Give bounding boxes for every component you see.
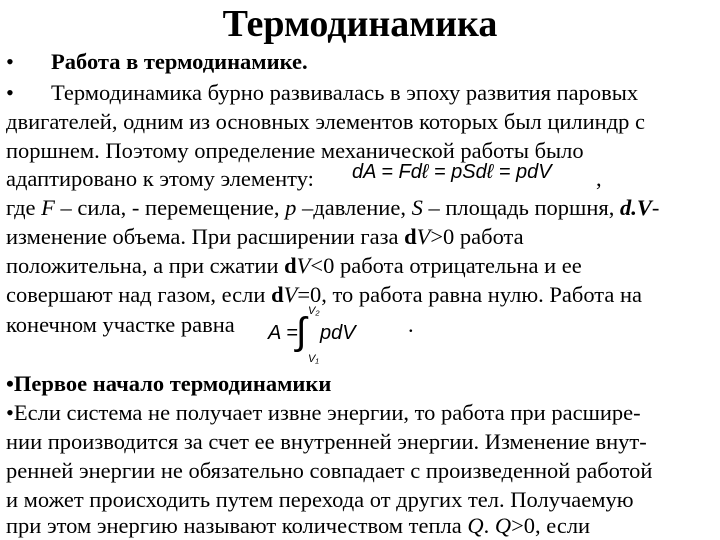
text: <0 работа отрицательна и ее — [310, 253, 582, 278]
var-d: d — [404, 224, 417, 249]
var-V: V — [296, 253, 311, 278]
text: – площадь поршня, — [422, 195, 620, 220]
text: =0, то работа равна нулю. Работа на — [297, 282, 643, 307]
var-d: d — [271, 282, 284, 307]
section2-heading-text: Первое начало термодинамики — [13, 371, 332, 396]
text: совершают над газом, если — [6, 282, 272, 307]
section1-line1-text: Термодинамика бурно развивалась в эпоху развития паровых — [51, 80, 639, 105]
integral-sign: ∫ — [296, 311, 307, 353]
page-title: Термодинамика — [222, 3, 498, 45]
section1-line5 — [6, 194, 659, 222]
var-V: V — [283, 282, 298, 307]
section1-heading-line — [6, 48, 308, 76]
integral-lhs: A = — [268, 322, 298, 344]
var-V: V — [416, 224, 431, 249]
text: . — [483, 513, 495, 538]
section1-heading: Работа в термодинамике. — [51, 49, 308, 74]
section1-line4-text: адаптировано к этому элементу: — [6, 166, 314, 191]
text: >0, если — [511, 513, 591, 538]
section1-line4-end: , — [596, 166, 602, 191]
bullet: • — [6, 371, 14, 396]
section1-line1 — [6, 79, 639, 107]
text: при этом энергию называют количеством тепла — [6, 513, 468, 538]
section1-line9-text: конечном участке равна — [6, 312, 235, 337]
text: >0 работа — [430, 224, 524, 249]
var-p: p — [285, 195, 297, 220]
work-integral-formula — [268, 305, 388, 365]
section2-line5 — [6, 512, 590, 540]
text: –давление, — [296, 195, 412, 220]
var-Q: Q — [467, 513, 484, 538]
section1-line6 — [6, 223, 524, 251]
text: изменение объема. При расширении газа — [6, 224, 405, 249]
var-S: S — [411, 195, 423, 220]
section1-line9-end: . — [408, 312, 414, 337]
var-Q: Q — [494, 513, 512, 538]
var-d: d — [284, 253, 297, 278]
section1-line3: поршнем. Поэтому определение механической работы было — [6, 138, 584, 163]
section2-line4: и может происходить путем перехода от других тел. Получаемую — [6, 487, 634, 512]
text: – сила, - перемещение, — [54, 195, 286, 220]
var-F: F — [41, 195, 55, 220]
section2-line2: нии производится за счет ее внутренней энергии. Изменение внут- — [6, 429, 647, 454]
text: где — [6, 195, 42, 220]
integral-upper-limit: V₂ — [308, 305, 320, 317]
work-formula: dA = Fdℓ = pSdℓ = pdV — [352, 161, 552, 183]
bullet: • — [6, 80, 14, 105]
section2-line1-text: Если система не получает извне энергии, то работа при расшире- — [13, 400, 641, 425]
text: - — [651, 195, 660, 220]
section1-line2: двигателей, одним из основных элементов которых был цилиндр с — [6, 109, 646, 134]
bullet: • — [6, 49, 14, 74]
section2-line3: ренней энергии не обязательно совпадает с произведенной работой — [6, 458, 653, 483]
bullet: • — [6, 400, 14, 425]
integral-lower-limit: V₁ — [308, 353, 319, 365]
text: положительна, а при сжатии — [6, 253, 285, 278]
section1-line7 — [6, 252, 582, 280]
integral-integrand: pdV — [320, 322, 356, 344]
section2-line1 — [6, 399, 641, 427]
section2-heading — [6, 370, 331, 398]
var-dV: d.V — [620, 195, 652, 220]
